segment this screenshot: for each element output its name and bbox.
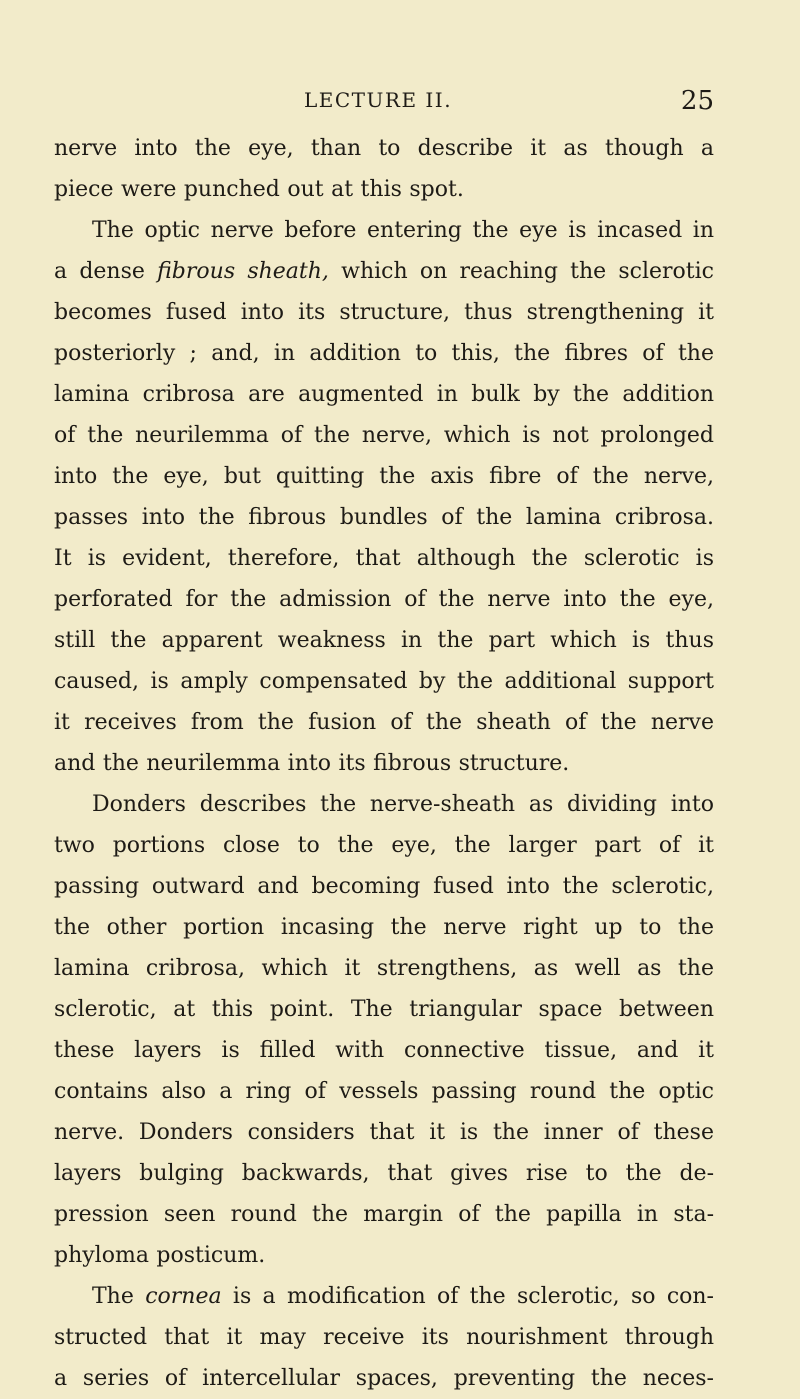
text-line: it receives from the fusion of the sheath of the nerve	[54, 710, 714, 735]
text-line: sclerotic, at this point. The triangular space between	[54, 997, 714, 1022]
text-line: lamina cribrosa are augmented in bulk by the addition	[54, 382, 714, 407]
text-line: of the neurilemma of the nerve, which is not prolonged	[54, 423, 714, 448]
text-line: nerve. Donders considers that it is the inner of these	[54, 1120, 714, 1145]
text-segment: a dense	[54, 259, 158, 284]
text-line	[54, 1276, 714, 1317]
text-line: passing outward and becoming fused into the sclerotic,	[54, 874, 714, 899]
text-line: Donders describes the nerve-sheath as dividing into	[92, 792, 714, 817]
text-line: a series of intercellular spaces, preventing the neces-	[54, 1366, 714, 1391]
text-line: The optic nerve before entering the eye is incased in	[92, 218, 714, 243]
text-line: into the eye, but quitting the axis fibre of the nerve,	[54, 464, 714, 489]
text-line: and the neurilemma into its fibrous structure.	[54, 751, 570, 776]
running-head	[54, 86, 714, 116]
text-line: perforated for the admission of the nerve into the eye,	[54, 587, 714, 612]
text-line: piece were punched out at this spot.	[54, 177, 464, 202]
text-segment: which on reaching the sclerotic	[328, 259, 714, 284]
text-line: becomes fused into its structure, thus strengthening it	[54, 300, 714, 325]
chapter-title: LECTURE II.	[304, 88, 453, 112]
text-line: lamina cribrosa, which it strengthens, as well as the	[54, 956, 714, 981]
text-line: contains also a ring of vessels passing round the optic	[54, 1079, 714, 1104]
text-line: phyloma posticum.	[54, 1243, 266, 1268]
text-line: these layers is filled with connective tissue, and it	[54, 1038, 714, 1063]
text-line: structed that it may receive its nourishment through	[54, 1325, 714, 1350]
text-line: pression seen round the margin of the papilla in sta-	[54, 1202, 714, 1227]
italic-term: cornea	[145, 1284, 222, 1309]
page-number: 25	[680, 86, 714, 116]
text-line: caused, is amply compensated by the additional support	[54, 669, 714, 694]
text-segment: is a modification of the sclerotic, so con-	[221, 1284, 714, 1309]
text-line: two portions close to the eye, the larger part of it	[54, 833, 714, 858]
text-line: nerve into the eye, than to describe it as though a	[54, 136, 714, 161]
text-segment: The	[92, 1284, 146, 1309]
text-line: passes into the fibrous bundles of the lamina cribrosa.	[54, 505, 714, 530]
text-line: posteriorly ; and, in addition to this, the fibres of the	[54, 341, 714, 366]
text-line: layers bulging backwards, that gives rise to the de-	[54, 1161, 714, 1186]
text-line: It is evident, therefore, that although the sclerotic is	[54, 546, 714, 571]
text-line: the other portion incasing the nerve right up to the	[54, 915, 714, 940]
body-text	[54, 128, 714, 1399]
text-line: still the apparent weakness in the part which is thus	[54, 628, 714, 653]
italic-term: fibrous sheath,	[157, 259, 329, 284]
text-line	[54, 251, 714, 292]
